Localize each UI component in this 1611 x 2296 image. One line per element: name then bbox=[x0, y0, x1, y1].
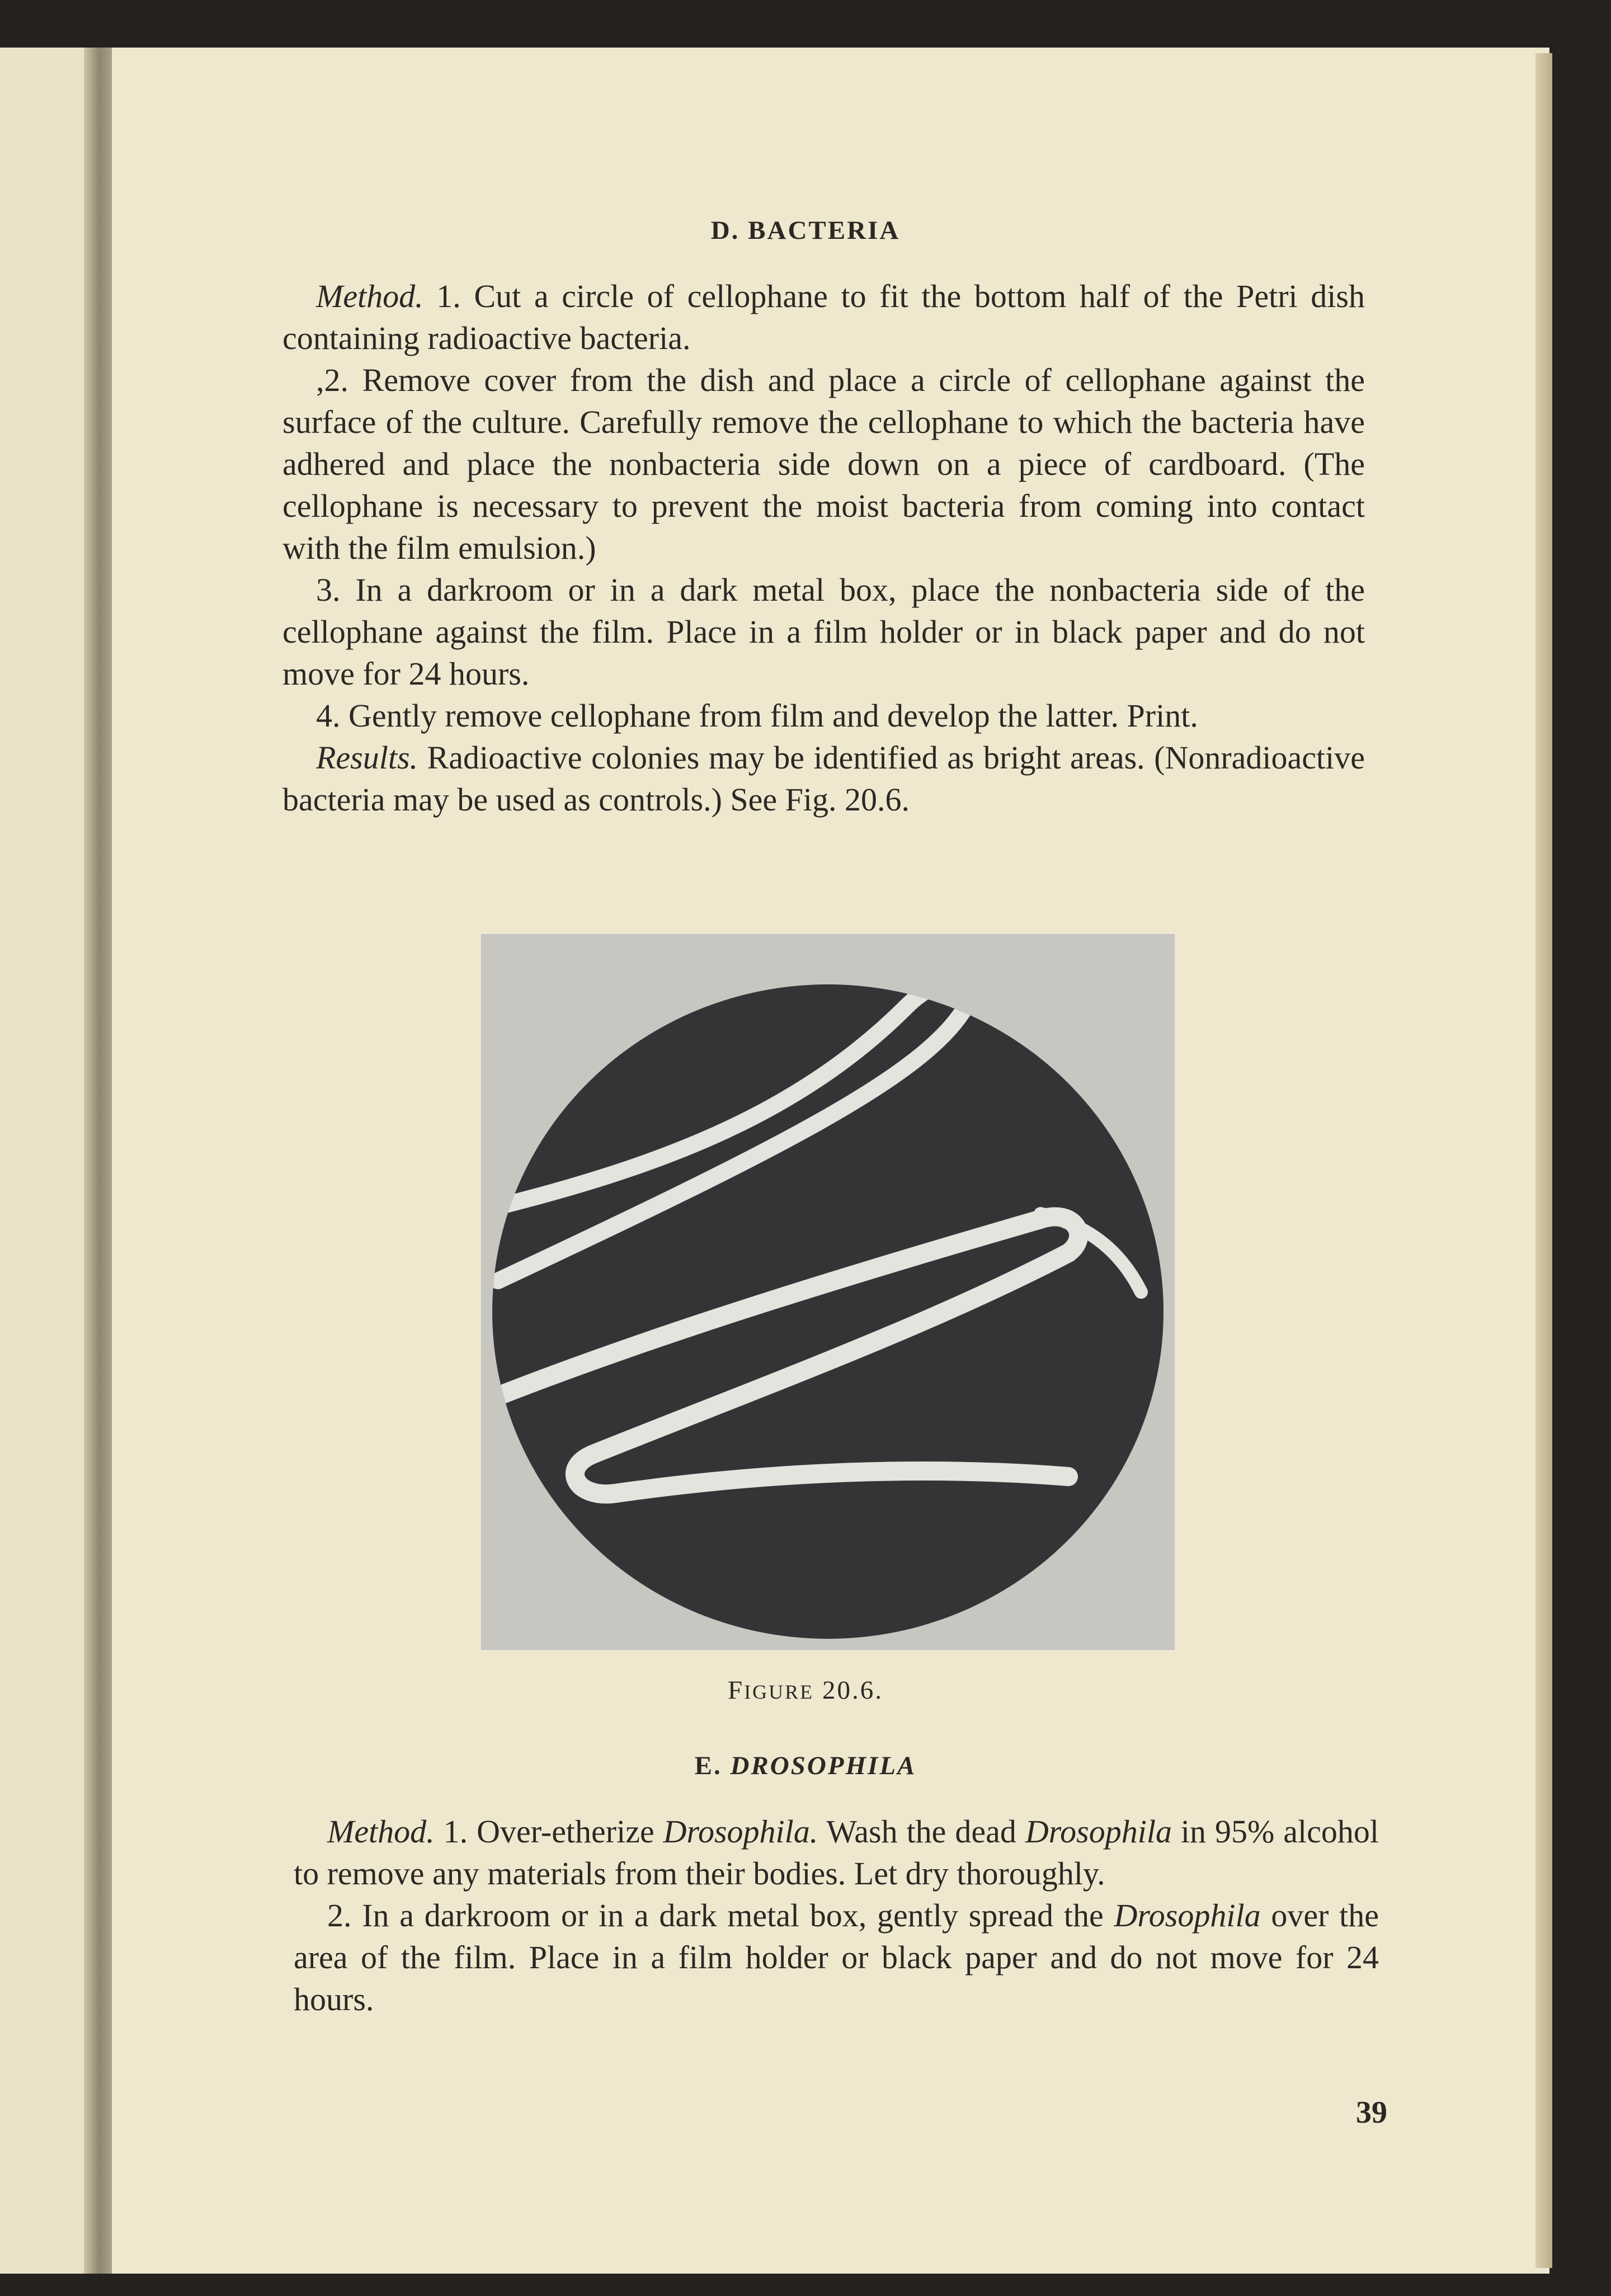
results-label: Results. bbox=[316, 739, 418, 776]
method-e-step-1: Method. 1. Over-etherize Drosophila. Wash the dead Drosophila in 95% alcohol to remove any materials from their bodies. Let dry thoroughly. bbox=[294, 1813, 1379, 1892]
section-e-heading: E. DROSOPHILA bbox=[694, 1751, 917, 1780]
figure-caption: FIGURE 20.6. bbox=[728, 1676, 883, 1705]
page-number: 39 bbox=[1356, 2095, 1387, 2130]
method-label: Method. bbox=[327, 1813, 435, 1850]
method-d-step-4: 4. Gently remove cellophane from film and develop the latter. Print. bbox=[316, 697, 1198, 734]
facing-page-edge bbox=[0, 48, 95, 2274]
method-d-step-3: 3. In a darkroom or in a dark metal box, place the nonbacteria side of the cellophane against the film. Place in a film holder or in black paper and do not move for 24 hours. bbox=[282, 572, 1365, 692]
method-d-step-1: Method. 1. Cut a circle of cellophane to fit the bottom half of the Petri dish containing radioactive bacteria. bbox=[282, 278, 1365, 356]
results-paragraph: Results. Radioactive colonies may be identified as bright areas. (Nonradioactive bacteria may be used as controls.) See Fig. 20.6. bbox=[282, 739, 1365, 818]
page-edge-shadow bbox=[1535, 53, 1552, 2268]
section-d-heading: D. BACTERIA bbox=[710, 216, 901, 245]
section-e-body bbox=[294, 1811, 1379, 2020]
method-label: Method. bbox=[316, 278, 423, 314]
method-e-step-2: 2. In a darkroom or in a dark metal box, gently spread the Drosophila over the area of the film. Place in a film holder or black paper and do not move for 24 hours. bbox=[294, 1897, 1379, 2017]
petri-dish-image bbox=[481, 934, 1175, 1650]
method-d-step-2: ,2. Remove cover from the dish and place a circle of cellophane against the surface of the culture. Carefully remove the cellophane to which the bacteria have adhered and place the nonbacteria side down on a piece of cardboard. (The cellophane is necessary to prevent the moist bacteria from coming into contact with the film emulsion.) bbox=[282, 362, 1365, 566]
figure-20-6-autoradiograph bbox=[481, 934, 1175, 1650]
section-d-body bbox=[282, 275, 1365, 821]
